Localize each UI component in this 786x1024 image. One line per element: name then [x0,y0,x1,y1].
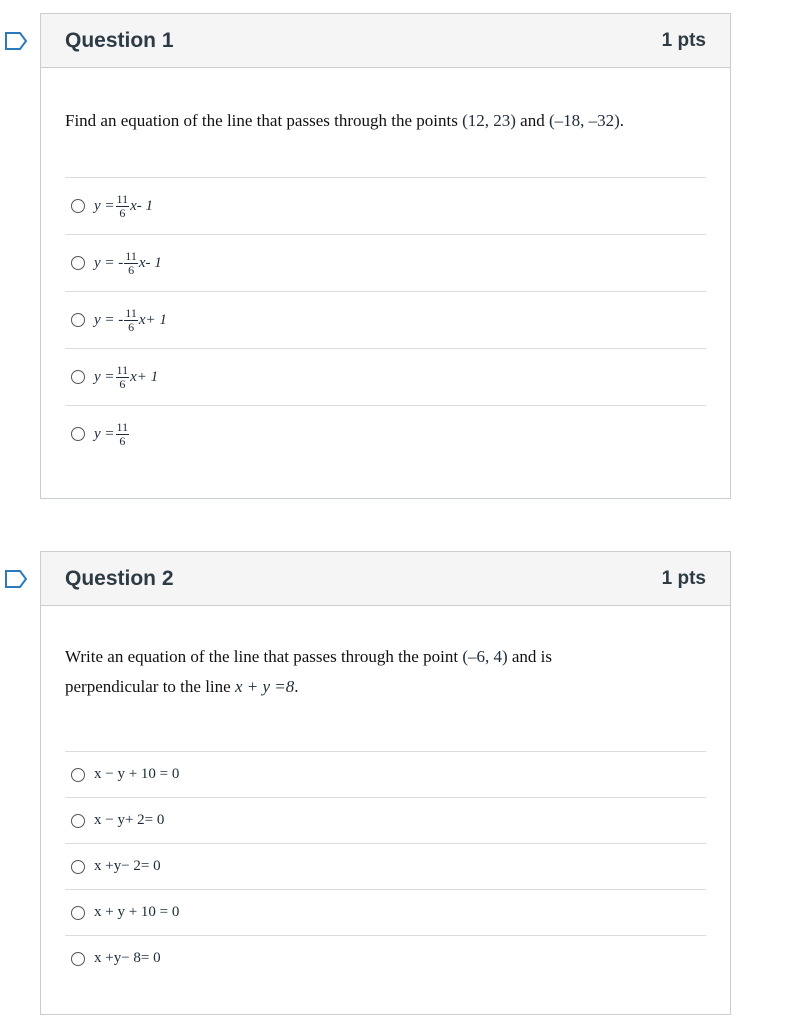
answer-option[interactable] [65,889,706,935]
prompt-point-2: (–18, –32) [548,111,620,130]
question-header [41,14,730,68]
fraction-numerator: 11 [116,419,129,434]
fraction [116,364,130,391]
radio-button[interactable] [71,952,85,966]
fraction-numerator: 11 [125,305,137,320]
prompt-point: (–6, 4) [462,647,508,666]
question-header [41,552,730,606]
prompt-line-equation: x + y =8 [234,677,295,696]
flag-question-icon[interactable] [4,31,28,51]
radio-button[interactable] [71,313,85,327]
prompt-and: and [520,111,545,130]
fraction [116,421,130,448]
fraction-denominator: 6 [128,262,135,277]
radio-button[interactable] [71,256,85,270]
fraction-denominator: 6 [119,433,126,448]
question-card-1 [40,13,731,499]
fraction-numerator: 11 [116,362,129,377]
fraction-denominator: 6 [119,376,126,391]
answer-option[interactable] [65,751,706,797]
fraction [124,307,138,334]
answer-list [65,177,706,462]
question-card-2 [40,551,731,1015]
radio-button[interactable] [71,427,85,441]
equation-lhs: y = [94,425,115,442]
answer-equation: x + y + 10 = 0 [94,904,180,920]
equation-lhs: y = - [94,254,124,271]
prompt-period: . [294,677,299,696]
equation-lhs: y = [94,197,115,214]
answer-equation [94,364,158,391]
question-points: 1 pts [661,567,706,589]
fraction [124,250,138,277]
fraction-numerator: 11 [116,191,129,206]
prompt-period: . [619,111,625,130]
answer-equation [94,193,153,220]
equation-rest: x- 1 [130,197,153,214]
radio-button[interactable] [71,370,85,384]
answer-option[interactable] [65,234,706,291]
flag-question-icon[interactable] [4,569,28,589]
equation-rest: x+ 1 [138,311,167,328]
answer-option[interactable] [65,797,706,843]
answer-equation: x − y+ 2= 0 [94,812,165,828]
fraction-denominator: 6 [119,205,126,220]
fraction [116,193,130,220]
fraction-denominator: 6 [128,319,135,334]
radio-button[interactable] [71,814,85,828]
answer-option[interactable] [65,291,706,348]
prompt-point-1: (12, 23) [462,111,516,130]
answer-equation: x − y + 10 = 0 [94,766,180,782]
answer-option[interactable] [65,405,706,462]
fraction-numerator: 11 [125,248,137,263]
answer-list [65,751,706,981]
equation-lhs: y = [94,368,115,385]
question-prompt [41,106,730,136]
answer-option[interactable] [65,843,706,889]
equation-lhs: y = - [94,311,124,328]
answer-equation [94,307,167,334]
prompt-continue: and is [511,647,553,666]
question-prompt [41,642,730,702]
equation-rest: x+ 1 [130,368,159,385]
prompt-text: Write an equation of the line that passes through the point [65,647,459,666]
answer-equation [94,250,162,277]
radio-button[interactable] [71,906,85,920]
prompt-text: Find an equation of the line that passes through the points [65,111,458,130]
answer-option[interactable] [65,935,706,981]
question-points: 1 pts [661,29,706,51]
answer-equation: x +y− 8= 0 [94,950,161,966]
radio-button[interactable] [71,768,85,782]
question-title: Question 1 [65,28,174,52]
answer-option[interactable] [65,177,706,234]
radio-button[interactable] [71,199,85,213]
radio-button[interactable] [71,860,85,874]
equation-rest: x- 1 [138,254,162,271]
prompt-line2: perpendicular to the line [65,677,231,696]
question-title: Question 2 [65,566,174,590]
answer-equation [94,421,130,448]
answer-equation: x +y− 2= 0 [94,858,161,874]
answer-option[interactable] [65,348,706,405]
